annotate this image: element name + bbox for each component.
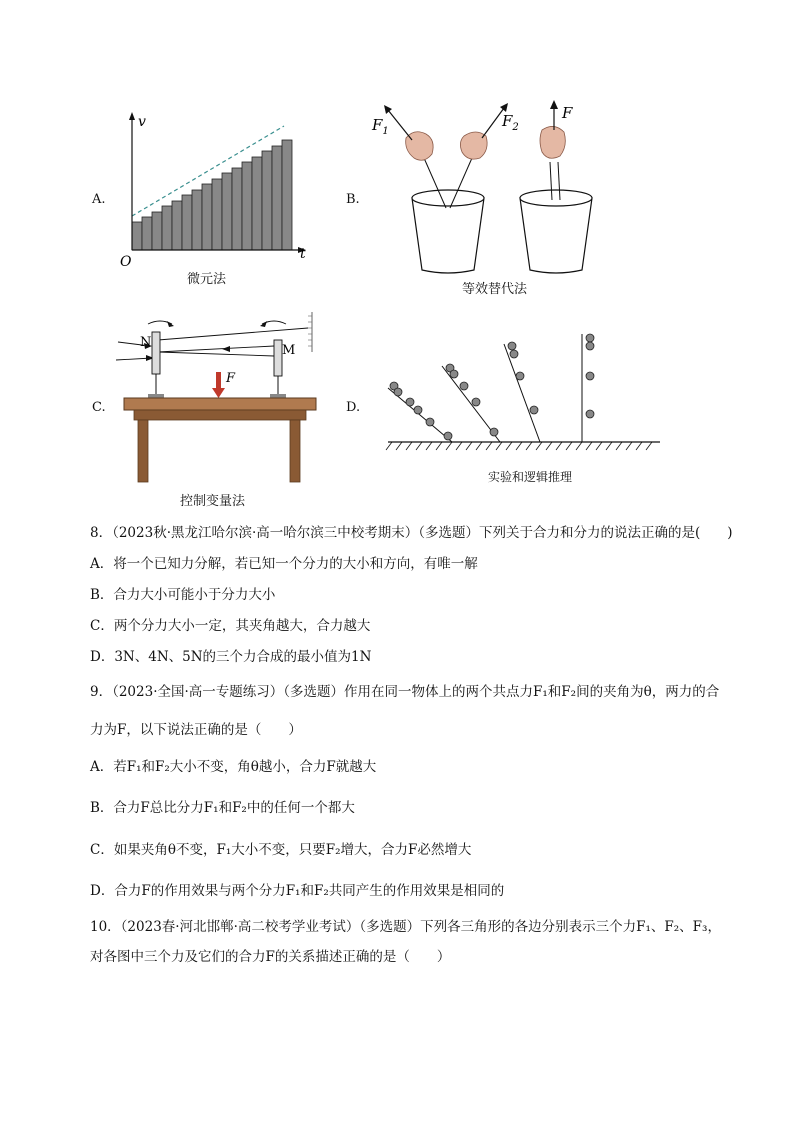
- table-top: [124, 398, 316, 410]
- q10-stem-line2: 对各图中三个力及它们的合力F的关系描述正确的是（ ）: [90, 949, 451, 965]
- q10-stem-line1: 10．（2023春·河北邯郸·高二校考学业考试）（多选题）下列各三角形的各边分别表示三个力F₁、F₂、F₃，: [90, 919, 721, 935]
- q9-option-a[interactable]: A．若F₁和F₂大小不变，角θ越小，合力F就越大: [90, 759, 377, 775]
- option-letter-b: B.: [346, 192, 360, 207]
- label-m: M: [282, 343, 296, 358]
- figure-b-equivalent-substitution: [366, 100, 606, 280]
- bucket-left-rim: [412, 190, 484, 206]
- label-f: F: [226, 371, 236, 386]
- force-arrow: [216, 372, 221, 388]
- t-axis-label: t: [300, 246, 306, 262]
- q8-stem: 8．（2023秋·黑龙江哈尔滨·高一哈尔滨三中校考期末）（多选题）下列关于合力和分力的说法正确的是( ): [90, 525, 733, 541]
- incline-3: [504, 344, 540, 442]
- mirror-m: [274, 340, 282, 376]
- origin-label: O: [120, 254, 132, 268]
- option-letter-c: C.: [92, 400, 106, 415]
- figure-a-micro-element-graph: [112, 108, 312, 268]
- arrow-f2: [482, 108, 504, 138]
- q9-option-b[interactable]: B．合力F总比分力F₁和F₂中的任何一个都大: [90, 800, 355, 816]
- hand-left-icon: [406, 132, 433, 161]
- q9-stem-line1: 9．（2023·全国·高一专题练习）（多选题）作用在同一物体上的两个共点力F₁和F₂间的夹角为θ，两力的合: [90, 684, 720, 700]
- bucket-right-rim: [520, 190, 592, 206]
- balls-group: [390, 334, 594, 440]
- figure-d-caption: 实验和逻辑推理: [488, 470, 573, 484]
- figure-d-experiment-reasoning: [384, 328, 664, 458]
- bucket-left: [412, 198, 484, 273]
- label-f: F: [562, 104, 573, 122]
- arrow-f1: [388, 110, 412, 140]
- table-leg-left: [138, 420, 148, 482]
- q9-option-d[interactable]: D．合力F的作用效果与两个分力F₁和F₂共同产生的作用效果是相同的: [90, 883, 505, 899]
- bucket-right: [520, 198, 592, 273]
- figure-b-caption: 等效替代法: [462, 282, 528, 297]
- v-axis-arrow: [129, 112, 135, 120]
- v-axis-label: v: [138, 114, 146, 130]
- figure-c-control-variable: [112, 312, 324, 490]
- q8-option-a[interactable]: A．将一个已知力分解，若已知一个分力的大小和方向，有唯一解: [90, 556, 478, 572]
- option-letter-d: D.: [346, 400, 361, 415]
- hand-right-icon: [540, 126, 565, 158]
- figure-a-caption: 微元法: [187, 272, 227, 287]
- q8-option-d[interactable]: D．3N、4N、5N的三个力合成的最小值为1N: [90, 649, 372, 665]
- label-n: N: [140, 335, 152, 350]
- q8-option-b[interactable]: B．合力大小可能小于分力大小: [90, 587, 276, 603]
- figure-c-caption: 控制变量法: [180, 494, 246, 509]
- q9-stem-line2: 力为F，以下说法正确的是（ ）: [90, 722, 302, 738]
- q9-option-c[interactable]: C．如果夹角θ不变，F₁大小不变，只要F₂增大，合力F必然增大: [90, 842, 472, 858]
- mirror-n: [152, 332, 160, 374]
- option-letter-a: A.: [92, 192, 106, 207]
- label-f1: $F_1$: [372, 116, 389, 137]
- q8-option-c[interactable]: C．两个分力大小一定，其夹角越大，合力越大: [90, 618, 371, 634]
- table-leg-right: [290, 420, 300, 482]
- label-f2: $F_2$: [502, 112, 519, 133]
- bars-group: [132, 135, 302, 250]
